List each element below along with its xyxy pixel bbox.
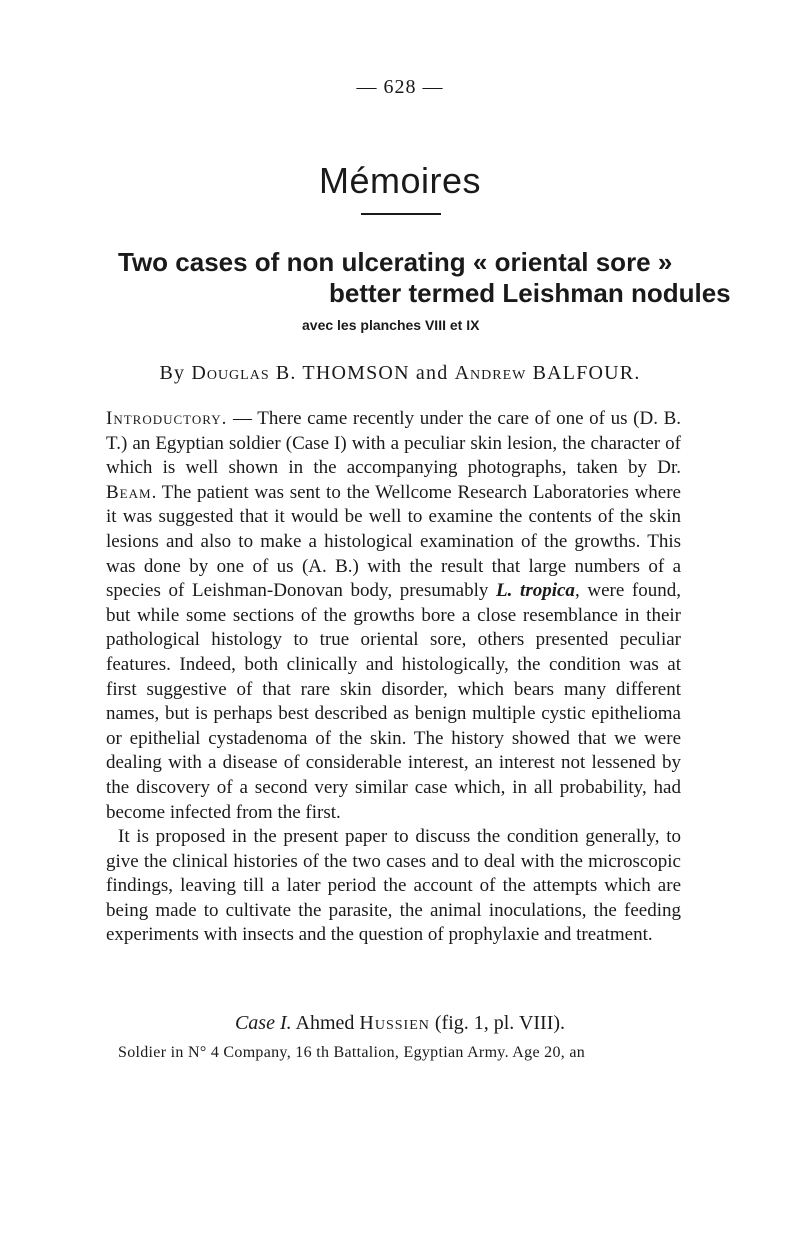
author1-last-name: THOMSON [302,362,410,384]
introductory-lead: Introductory. [106,408,228,429]
species-name: L. tropica [496,580,575,602]
paragraph1-text-b: . The patient was sent to the Wellcome Research Laboratories where it was suggested that it would be well to examine the contents of the skin lesions and also to make a histological examination of the growths. This was done by one of us (A. B.) with the result that large numbers of a species of Leishman-Donovan body, presumably [106,481,681,602]
case-label: Case I. [234,1012,292,1034]
article-body [106,407,681,948]
author1-first-name: Douglas [191,362,270,384]
byline-and: and [415,362,449,384]
author2-last-name: BALFOUR. [532,362,641,384]
case-name-first: Ahmed [295,1012,355,1034]
dr-beam-name: Beam [106,481,152,503]
byline-by: By [159,362,186,384]
section-title: Mémoires [318,160,482,201]
author-byline [0,362,800,385]
paragraph-proposal: It is proposed in the present paper to discuss the condition generally, to give the clinical histories of the two cases and to deal with the microscopic findings, leaving till a later period the account of the attempts which are being made to cultivate the parasite, the animal inoculations, the feeding experiments with insects and the question of prophylaxie and treatment. [106,826,681,946]
paragraph1-text-c: , were found, but while some sections of the growths bore a close resemblance in their pathological histology to true oriental sore, others presented peculiar features. Indeed, both clinically and histologically, the condition was at first suggestive of that rare skin disorder, which bears many different names, but is perhaps best described as benign multiple cystic epithelioma or epithelial cystadenoma of the skin. The history showed that we were dealing with a disease of considerable interest, an interest not lessened by the discovery of a second very similar case which, in all probability, had become infected from the first. [106,580,681,823]
article-subtitle: avec les planches VIII et IX [302,317,480,333]
case-figure-ref: (fig. 1, pl. VIII). [434,1012,566,1034]
title-divider [361,213,441,215]
case-heading [0,1012,800,1035]
article-title-line-2: better termed Leishman nodules [329,278,731,308]
case-description-line: Soldier in N° 4 Company, 16 th Battalion, Egyptian Army. Age 20, an [118,1044,586,1061]
article-title-line-1: Two cases of non ulcerating « oriental sore » [118,247,673,277]
case-name-last: Hussien [359,1012,430,1034]
author2-first-name: Andrew [454,362,527,384]
author1-initial: B. [275,362,297,384]
page-number: — 628 — [356,76,444,98]
paragraph1-text-a: — There came recently under the care of one of us (D. B. T.) an Egyptian soldier (Case I) with a peculiar skin lesion, the character of which is well shown in the accompanying photographs, taken by Dr. [106,408,681,479]
paragraph-introductory [106,407,681,825]
